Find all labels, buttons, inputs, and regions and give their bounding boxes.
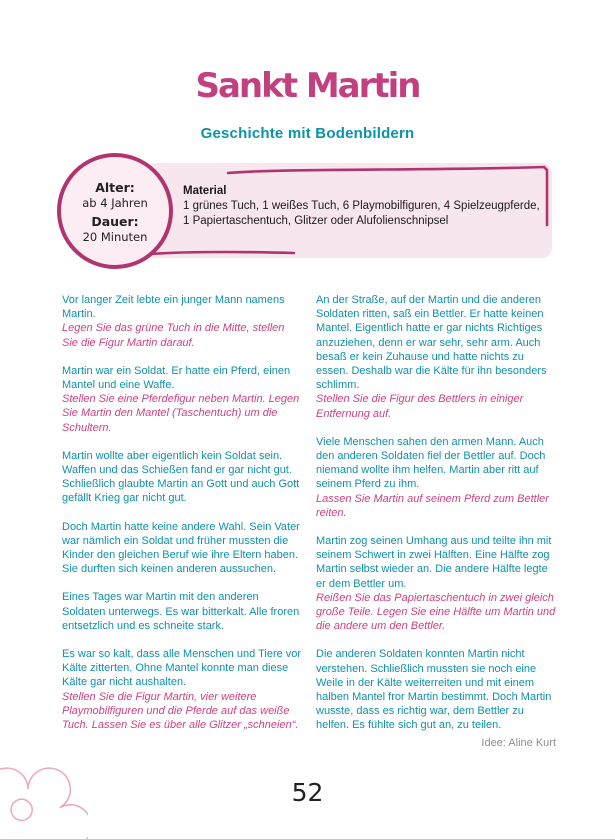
page-subtitle: Geschichte mit Bodenbildern xyxy=(200,125,415,142)
story-text: Martin zog seinen Umhang aus und teilte ihn mit seinem Schwert in zwei Hälften. Eine Hälfte zog Martin selbst wieder an. Die andere Hälfte legte er dem Bettler um. xyxy=(316,535,552,590)
instruction-text: Stellen Sie die Figur Martin, vier weitere Playmobilfiguren und die Pferde auf das weiße Tuch. Lassen Sie es über alle Glitzer „schneien“. xyxy=(62,690,299,732)
story-text: Martin wollte aber eigentlich kein Soldat sein. Waffen und das Schießen fand er gar nicht gut. Schließlich glaubte Martin an Gott und auch Gott gefällt Krieg gar nicht gut. xyxy=(62,449,300,505)
story-columns xyxy=(62,293,556,733)
instruction-text: Lassen Sie Martin auf seinem Pferd zum Bettler reiten. xyxy=(316,492,549,519)
story-text: Doch Martin hatte keine andere Wahl. Sein Vater war nämlich ein Soldat und früher mussten die Kinder den gleichen Beruf wie ihre Eltern haben. Sie durften sich keinen anderen aussuchen. xyxy=(62,520,300,576)
story-text: Es war so kalt, dass alle Menschen und Tiere vor Kälte zitterten. Ohne Mantel konnte man diese Kälte gar nicht aushalten. xyxy=(62,648,302,689)
instruction-text: Reißen Sie das Papiertaschentuch in zwei gleich große Teile. Legen Sie eine Hälfte um Martin und die andere um den Bettler. xyxy=(316,591,556,633)
page-title: Sankt Martin xyxy=(195,66,420,106)
instruction-text: Stellen Sie die Figur des Bettlers in einiger Entfernung auf. xyxy=(316,393,524,420)
page-number: 52 xyxy=(291,778,324,807)
story-text: An der Straße, auf der Martin und die anderen Soldaten ritten, saß ein Bettler. Er hatte keinen Mantel. Eigentlich hatte er gar nichts Richtiges anzuziehen, denn er war sehr, sehr arm. Auch besaß er kein Zuhause und hatte nichts zu essen. Deshalb war die Kälte für ihn besonders schlimm. xyxy=(316,294,547,392)
story-text: Vor langer Zeit lebte ein junger Mann namens Martin. xyxy=(62,294,285,321)
age-label: Alter: xyxy=(95,180,135,195)
story-column-right xyxy=(316,293,556,733)
age-value: ab 4 Jahren xyxy=(82,196,148,210)
story-column-left xyxy=(62,293,302,733)
story-text: Viele Menschen sahen den armen Mann. Auch den anderen Soldaten fiel der Bettler auf. Doch niemand wollte ihm helfen. Martin aber ritt auf seinem Pferd zu ihm. xyxy=(316,435,546,491)
material-items: 1 grünes Tuch, 1 weißes Tuch, 6 Playmobilfiguren, 4 Spielzeugpferde, 1 Papiertaschentuch, Glitzer oder Alufolienschnipsel xyxy=(183,200,540,227)
instruction-text: Legen Sie das grüne Tuch in die Mitte, stellen Sie die Figur Martin darauf. xyxy=(62,322,285,349)
credit: Idee: Aline Kurt xyxy=(481,737,556,749)
duration-value: 20 Minuten xyxy=(82,230,148,244)
story-text: Martin war ein Soldat. Er hatte ein Pferd, einen Mantel und eine Waffe. xyxy=(62,364,291,392)
story-text: Die anderen Soldaten konnten Martin nicht verstehen. Schließlich mussten sie noch eine Weile in der Kälte weiterreiten und mit einem halben Mantel fror Martin bestimmt. Doch Martin wusste, dass es richtig war, dem Bettler zu helfen. Es fühlte sich gut an, zu teilen. xyxy=(316,648,552,732)
age-duration-badge xyxy=(57,153,173,269)
material-heading: Material xyxy=(183,185,227,197)
story-text: Eines Tages war Martin mit den anderen Soldaten unterwegs. Es war bitterkalt. Alle froren entsetzlich und es schneite stark. xyxy=(62,591,300,632)
material-box xyxy=(145,163,552,258)
duration-label: Dauer: xyxy=(91,214,139,229)
instruction-text: Stellen Sie eine Pferdefigur neben Martin. Legen Sie Martin den Mantel (Taschentuch) um die Schultern. xyxy=(62,393,300,434)
